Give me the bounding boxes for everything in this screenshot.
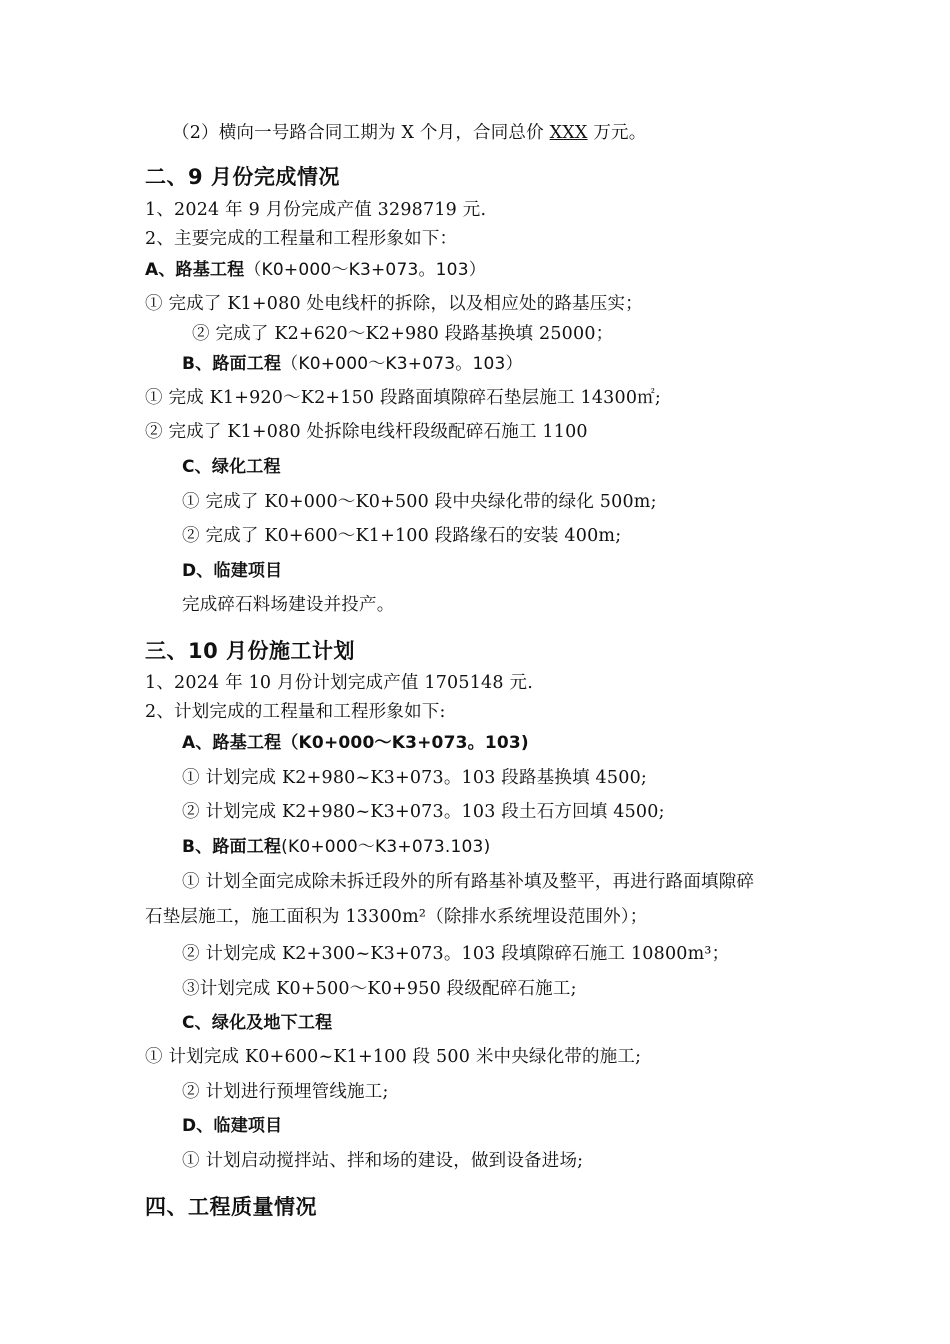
september-greening-heading: [182, 456, 281, 478]
october-pavement-item-1-line-2: 石垫层施工，施工面积为 13300m²（除排水系统埋设范围外）；: [145, 907, 648, 927]
september-works-intro: 2、主要完成的工程量和工程形象如下：: [145, 229, 458, 249]
october-works-intro: 2、计划完成的工程量和工程形象如下:: [145, 702, 446, 722]
greening-title: C、绿化工程: [182, 457, 281, 477]
pavement-title: B、路面工程: [182, 354, 282, 374]
october-output-line: 1、2024 年 10 月份计划完成产值 1705148 元.: [145, 673, 533, 693]
september-pavement-heading: [182, 353, 523, 375]
roadbed-title: A、路基工程: [145, 260, 245, 280]
contract-price-value: XXX: [549, 123, 588, 143]
roadbed-range: （K0+000～K3+073。103）: [244, 260, 486, 280]
september-roadbed-item-2: ② 完成了 K2+620～K2+980 段路基换填 25000；: [192, 324, 614, 344]
contract-term-suffix: 万元。: [587, 123, 647, 143]
september-temporary-heading: [182, 560, 282, 582]
october-roadbed-item-2: ② 计划完成 K2+980~K3+073。103 段土石方回填 4500;: [182, 802, 665, 822]
october-temporary-item-1: ① 计划启动搅拌站、拌和场的建设，做到设备进场;: [182, 1151, 584, 1171]
temporary-title: D、临建项目: [182, 561, 283, 581]
section-heading-september: 二、9 月份完成情况: [145, 165, 340, 189]
temporary-title: D、临建项目: [182, 1116, 283, 1136]
october-greening-item-2: ② 计划进行预埋管线施工;: [182, 1082, 389, 1102]
september-output-line: 1、2024 年 9 月份完成产值 3298719 元.: [145, 200, 487, 220]
pavement-range: (K0+000～K3+073.103): [281, 837, 491, 857]
september-pavement-item-2: ② 完成了 K1+080 处拆除电线杆段级配碎石施工 1100: [145, 422, 588, 442]
october-roadbed-heading: [182, 732, 529, 754]
pavement-title: B、路面工程: [182, 837, 282, 857]
greening-underground-title: C、绿化及地下工程: [182, 1013, 333, 1033]
section-heading-october: 三、10 月份施工计划: [145, 639, 356, 663]
october-pavement-item-3: ③计划完成 K0+500～K0+950 段级配碎石施工;: [182, 979, 577, 999]
roadbed-range: （K0+000～K3+073。103): [281, 733, 529, 753]
october-greening-item-1: ① 计划完成 K0+600~K1+100 段 500 米中央绿化带的施工;: [145, 1047, 642, 1067]
september-roadbed-heading: [145, 259, 486, 281]
october-temporary-heading: [182, 1115, 282, 1137]
roadbed-title: A、路基工程: [182, 733, 282, 753]
pavement-range: （K0+000～K3+073。103）: [281, 354, 523, 374]
september-temporary-item-1: 完成碎石料场建设并投产。: [182, 595, 395, 615]
section-heading-quality: 四、工程质量情况: [145, 1195, 317, 1219]
september-greening-item-1: ① 完成了 K0+000～K0+500 段中央绿化带的绿化 500m;: [182, 492, 657, 512]
october-greening-heading: [182, 1012, 332, 1034]
september-roadbed-item-1: ① 完成了 K1+080 处电线杆的拆除，以及相应处的路基压实；: [145, 294, 643, 314]
september-greening-item-2: ② 完成了 K0+600～K1+100 段路缘石的安装 400m;: [182, 526, 622, 546]
october-pavement-item-2: ② 计划完成 K2+300~K3+073。103 段填隙碎石施工 10800m³；: [182, 944, 730, 964]
contract-term-text: （2）横向一号路合同工期为 X 个月，合同总价: [172, 123, 550, 143]
october-roadbed-item-1: ① 计划完成 K2+980~K3+073。103 段路基换填 4500;: [182, 768, 647, 788]
contract-term-line: [172, 122, 646, 144]
october-pavement-heading: [182, 836, 490, 858]
october-pavement-item-1-line-1: ① 计划全面完成除未拆迁段外的所有路基补填及整平，再进行路面填隙碎: [182, 872, 755, 892]
september-pavement-item-1: ① 完成 K1+920～K2+150 段路面填隙碎石垫层施工 14300㎡;: [145, 388, 661, 408]
